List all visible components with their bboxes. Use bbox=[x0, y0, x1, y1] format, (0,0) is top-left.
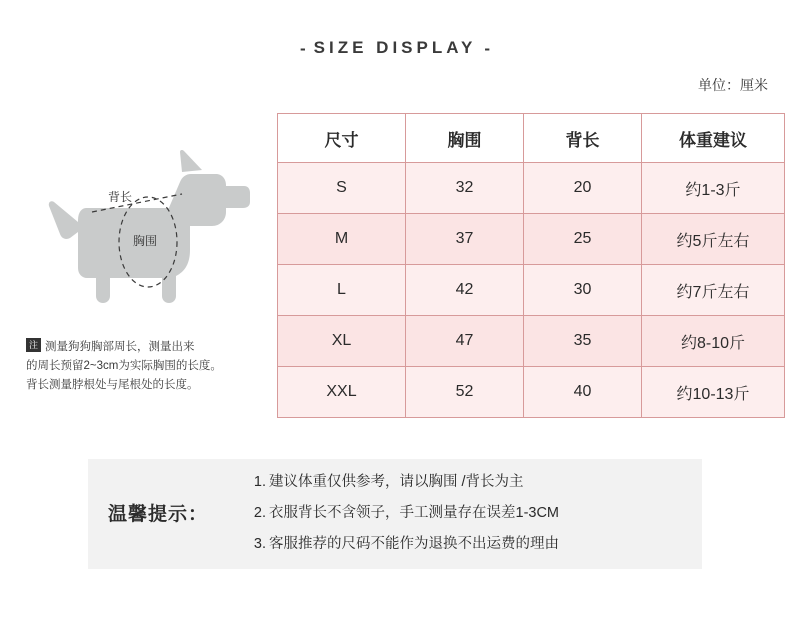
title-dash-left: - bbox=[300, 38, 306, 58]
note-line-2: 的周长预留2~3cm为实际胸围的长度。 bbox=[26, 359, 222, 372]
table-header-row bbox=[278, 114, 785, 163]
note-line-1: 测量狗狗胸部周长，测量出来 bbox=[45, 341, 195, 353]
list-item bbox=[248, 498, 688, 529]
tips-list bbox=[248, 467, 688, 560]
tip-text: 建议体重仅供参考，请以胸围 /背长为主 bbox=[269, 474, 524, 490]
cell-weight: 约10-13斤 bbox=[642, 367, 785, 418]
cell-back: 30 bbox=[524, 265, 642, 316]
cell-chest: 32 bbox=[406, 163, 524, 214]
tip-number: 3. bbox=[253, 536, 266, 552]
tip-number: 1. bbox=[253, 474, 266, 490]
list-item bbox=[248, 467, 688, 498]
tips-panel bbox=[88, 459, 702, 569]
title-dash-right: - bbox=[484, 38, 490, 58]
cell-size: L bbox=[278, 265, 406, 316]
column-header-size: 尺寸 bbox=[278, 114, 406, 163]
cell-size: S bbox=[278, 163, 406, 214]
unit-label: 单位：厘米 bbox=[698, 77, 768, 93]
cell-back: 40 bbox=[524, 367, 642, 418]
cell-weight: 约1-3斤 bbox=[642, 163, 785, 214]
cell-back: 20 bbox=[524, 163, 642, 214]
chest-label: 胸围 bbox=[133, 234, 158, 248]
cell-weight: 约8-10斤 bbox=[642, 316, 785, 367]
column-header-back: 背长 bbox=[524, 114, 642, 163]
table-row bbox=[278, 367, 785, 418]
cell-size: XL bbox=[278, 316, 406, 367]
tips-title: 温馨提示： bbox=[108, 504, 209, 525]
page-title bbox=[0, 38, 790, 59]
tip-number: 2. bbox=[253, 505, 266, 521]
note-badge: 注 bbox=[26, 338, 41, 352]
cell-size: M bbox=[278, 214, 406, 265]
column-header-weight: 体重建议 bbox=[642, 114, 785, 163]
cell-weight: 约5斤左右 bbox=[642, 214, 785, 265]
cell-back: 35 bbox=[524, 316, 642, 367]
tip-text: 衣服背长不含领子，手工测量存在误差1-3CM bbox=[269, 505, 560, 521]
size-table bbox=[277, 113, 785, 418]
note-line-3: 背长测量脖根处与尾根处的长度。 bbox=[26, 378, 199, 391]
dog-illustration bbox=[30, 150, 270, 330]
table-row bbox=[278, 214, 785, 265]
cell-chest: 42 bbox=[406, 265, 524, 316]
cell-weight: 约7斤左右 bbox=[642, 265, 785, 316]
tip-text: 客服推荐的尺码不能作为退换不出运费的理由 bbox=[269, 536, 559, 552]
cell-chest: 37 bbox=[406, 214, 524, 265]
cell-chest: 52 bbox=[406, 367, 524, 418]
table-row bbox=[278, 265, 785, 316]
cell-back: 25 bbox=[524, 214, 642, 265]
list-item bbox=[248, 529, 688, 560]
back-length-label: 背长 bbox=[108, 190, 133, 204]
title-text: SIZE DISPLAY bbox=[313, 38, 477, 57]
cell-size: XXL bbox=[278, 367, 406, 418]
cell-chest: 47 bbox=[406, 316, 524, 367]
column-header-chest: 胸围 bbox=[406, 114, 524, 163]
table-row bbox=[278, 163, 785, 214]
table-row bbox=[278, 316, 785, 367]
measurement-note bbox=[26, 338, 276, 395]
